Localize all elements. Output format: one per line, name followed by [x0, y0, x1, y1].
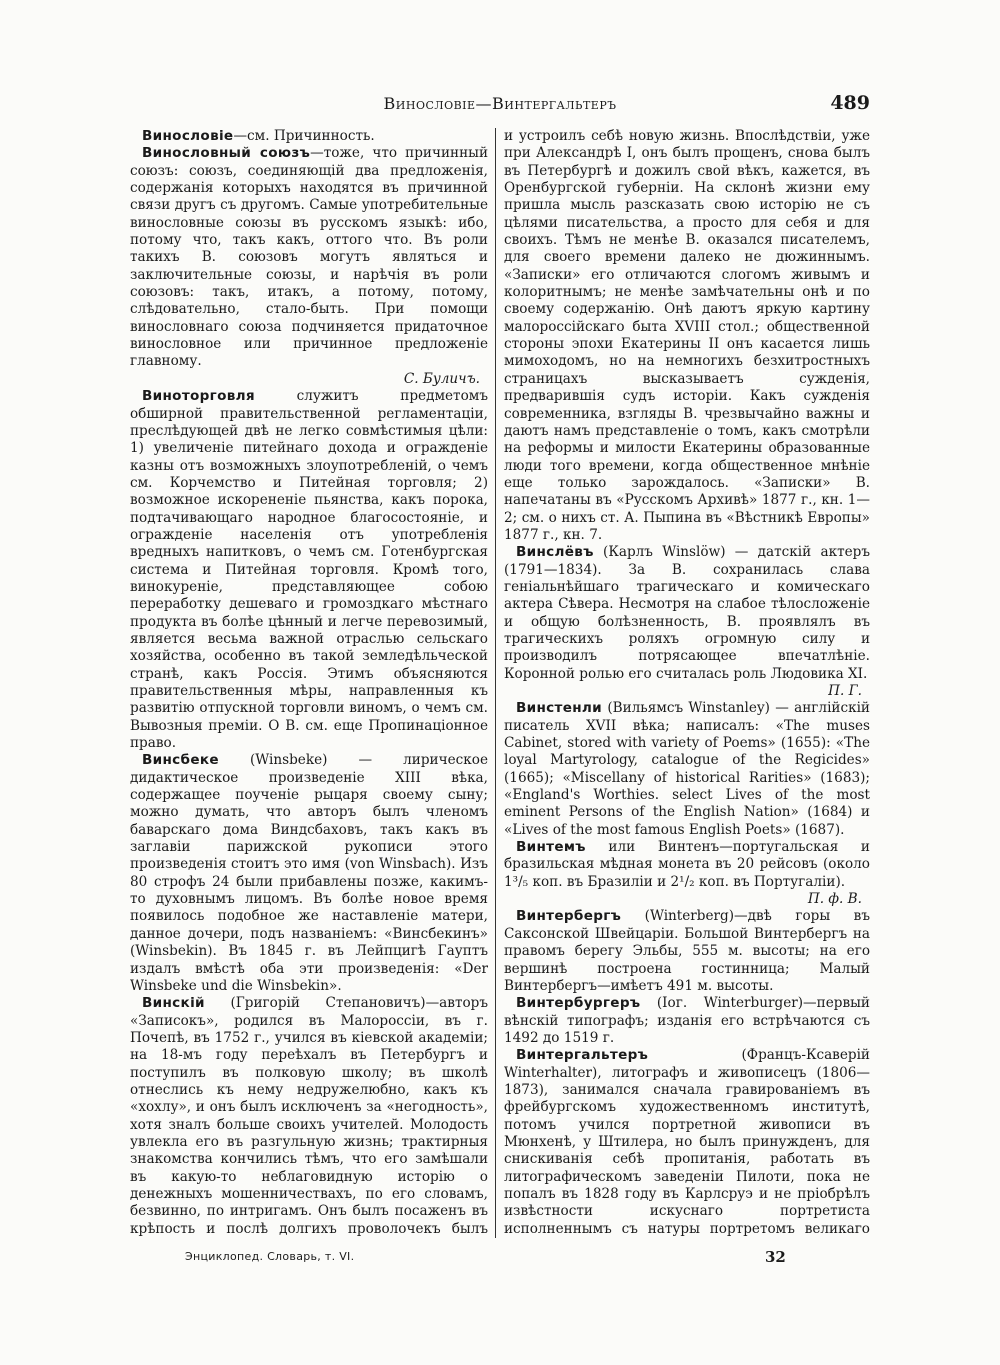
entry-text: (Карлъ Winslöw) — датскій актеръ (1791—1834). За В. сохранилась слава геніальнѣйшаго трагическаго и комическаго актера Сѣвера. Несмотря на слабое тѣлосложеніе и общую болѣзненность, В. проявлялъ въ трагическихъ роляхъ огромную силу и производилъ потрясающее впечатлѣніе. Коронной ролью его считалась роль Людовика XI. [504, 544, 870, 682]
entry-text: служитъ предметомъ обширной правительственной регламентаціи, преслѣдующей двѣ не легко совмѣстимыя цѣли: 1) увеличеніе питейнаго дохода и огражденіе казны отъ возможныхъ злоупотребленій, о чемъ см. Корчемство и Питейная торговля; 2) возможное искорененіе пьянства, какъ порока, подтачивающаго народное благосостояніе, и огражденіе населенія отъ употребленія вредныхъ напитковъ, о чемъ см. Готенбургская система и Питейная торговля. Кромѣ того, винокуреніе, представляющее собою переработку дешеваго и громоздкаго мѣстнаго продукта въ болѣе цѣнный и легче перевозимый, является весьма важной отраслью сельскаго хозяйства, особенно въ такой земледѣльческой странѣ, какъ Россія. Этимъ объясняются правительственныя мѣры, направленныя къ развитію отпускной торговли виномъ, о чемъ см. Вывозныя преміи. О В. см. еще Пропинаціонное право. [130, 388, 488, 752]
entry-vinsbeke [130, 752, 488, 995]
footer-signature-number: 32 [765, 1248, 786, 1266]
entry-vintem [504, 839, 870, 908]
footer-edition: Энциклопед. Словарь, т. VI. [185, 1250, 355, 1263]
entry-signature: П. ф. В. [807, 891, 862, 908]
entry-vinotorgovlya [130, 388, 488, 752]
running-title: Винословіе—Винтергальтеръ [383, 94, 617, 113]
entry-text: (Францъ-Ксаверій Winterhalter), литографъ и живописецъ (1806—1873), занимался сначала гравированіемъ въ фрейбургскомъ художественномъ институтѣ, потомъ учился портретной живописи въ Мюнхенѣ, у Штилера, но былъ принужденъ, для снискиванія себѣ пропитанія, работать въ литографическомъ заведеніи Пилоти, пока не попалъ въ 1828 году въ Карлсруэ и не пріобрѣлъ извѣстности искуснаго портретиста исполненнымъ съ натуры портретомъ великаго [504, 1047, 870, 1237]
entry-vinsky [130, 995, 488, 1238]
entry-vinoslovie [130, 128, 488, 145]
column-divider [495, 128, 496, 1238]
left-column [130, 128, 488, 1238]
entry-text: (Іог. Winterburger)—первый вѣнскій типографъ; изданія его встрѣчаются съ 1492 до 1519 г. [504, 995, 870, 1046]
entry-vinoslovny-soyuz [130, 145, 488, 388]
entry-headword: Винтемъ [516, 839, 586, 856]
entry-text: или Винтенъ—португальская и бразильская мѣдная монета въ 20 рейсовъ (около 1³/₅ коп. въ Бразиліи и 2¹/₂ коп. въ Португаліи). [504, 839, 870, 890]
entry-headword: Винтергальтеръ [516, 1047, 649, 1064]
entry-headword: Винтербергъ [516, 908, 622, 925]
entry-text: и устроилъ себѣ новую жизнь. Впослѣдствіи, уже при Александрѣ I, онъ былъ прощенъ, снова былъ въ Петербургѣ и дожилъ свой вѣкъ, кажется, въ Оренбургской губерніи. На склонѣ жизни ему пришла мысль разсказать свою исторію не съ цѣлями писательства, а просто для себя и для своихъ. Тѣмъ не менѣе В. оказался писателемъ, для своего времени далеко не дюжиннымъ. «Записки» его отличаются слогомъ живымъ и колоритнымъ; не менѣе замѣчательны онѣ и по своему содержанію. Онѣ даютъ яркую картину малороссійскаго быта XVIII стол.; общественной стороны эпохи Екатерины II онъ касается лишь мимоходомъ, но на немногихъ безхитростныхъ страницахъ высказываетъ сужденія, предварившія судъ исторіи. Какъ сужденія современника, взгляды В. чрезвычайно важны и даютъ намъ представленіе о томъ, какъ смотрѣли на реформы и милости Екатерины образованные люди того времени, когда общественное мнѣніе еще только зарождалось. «Записки» В. напечатаны въ «Русскомъ Архивѣ» 1877 г., кн. 1—2; см. о нихъ ст. А. Пыпина въ «Вѣстникѣ Европы» 1877 г., кн. 7. [504, 128, 870, 543]
entry-vinterburger [504, 995, 870, 1047]
entry-text: (Григорій Степановичъ)—авторъ «Записокъ», родился въ Малороссіи, въ г. Почепѣ, въ 1752 г., учился въ кіевской академіи; на 18-мъ году переѣхалъ въ Петербургъ и поступилъ въ полковую школу; въ школѣ отнеслись къ нему недружелюбно, какъ къ «хохлу», и онъ былъ исключенъ за «негодность», хотя зналъ больше своихъ учителей. Молодость увлекла его въ разгульную жизнь; трактирныя знакомства кончились тѣмъ, что его замѣшали въ какую-то неблаговидную исторію о денежныхъ мошенничествахъ, по его словамъ, безвинно, по интригамъ. Онъ былъ посаженъ въ крѣпость и послѣ долгихъ проволочекъ былъ [130, 995, 488, 1237]
entry-headword: Винословный союзъ [142, 145, 311, 162]
entry-vinterberg [504, 908, 870, 995]
entry-headword: Виноторговля [142, 388, 255, 405]
entry-vinslev [504, 544, 870, 700]
entry-headword: Винтербургеръ [516, 995, 641, 1012]
entry-text: (Вильямсъ Winstanley) — англійскій писатель XVII вѣка; написалъ: «The muses Cabinet, stored with variety of Poems» (1655): «The loyal Martyrology, catalogue of the Regicides» (1665); «Miscellany of historical Rarities» (1683); «England's Worthies. select Lives of the most eminent Persons of the English Nation» (1684) и «Lives of the most famous English Poets» (1687). [504, 700, 870, 838]
entry-headword: Винстенли [516, 700, 603, 717]
page-number: 489 [830, 92, 870, 114]
entry-signature: П. Г. [828, 683, 862, 699]
entry-text: (Winterberg)—двѣ горы въ Саксонской Швейцаріи. Большой Винтербергъ на правомъ берегу Эльбы, 555 м. высоты; на его вершинѣ построена гостинница; Малый Винтербергъ—имѣетъ 491 м. высоты. [504, 908, 870, 994]
right-column [504, 128, 870, 1238]
entry-signature: С. Буличъ. [403, 370, 480, 387]
entry-headword: Винскій [142, 995, 205, 1012]
entry-text: —тоже, что причинный союзъ: союзъ, соединяющій два предложенія, содержанія которыхъ находятся въ причинной связи другъ съ другомъ. Самые употребительные винословные союзы въ русскомъ языкѣ: ибо, потому что, такъ какъ, оттого что. Въ роли такихъ В. союзовъ могутъ являться и заключительные союзы, и нарѣчія въ роли союзовъ: такъ, итакъ, а потому, потому, слѣдовательно, стало-быть. При помощи винословнаго союза подчиняется придаточное винословное или причинное предложеніе главному. [130, 145, 488, 370]
entry-headword: Винословіе [142, 128, 234, 144]
page-header [130, 94, 870, 118]
entry-vinsky-continued [504, 128, 870, 544]
entry-headword: Винслёвъ [516, 544, 594, 561]
entry-text: —см. Причинность. [233, 128, 375, 144]
entry-text: (Winsbeke) — лирическое дидактическое произведеніе XIII вѣка, содержащее поученіе рыцаря своему сыну; можно думать, что авторъ былъ членомъ баварскаго дома Виндсбаховъ, такъ какъ въ заглавіи парижской рукописи этого произведенія стоитъ это имя (von Winsbach). Изъ 80 строфъ 24 были прибавлены позже, какимъ-то духовнымъ лицомъ. Въ болѣе новое время появилось подобное же наставленіе матери, данное дочери, подъ названіемъ: «Винсбекинъ» (Winsbekin). Въ 1845 г. въ Лейпцигѣ Гауптъ издалъ вмѣстѣ оба эти произведенія: «Der Winsbeke und die Winsbekin». [130, 752, 488, 994]
text-columns [130, 128, 870, 1238]
page-footer [130, 1250, 870, 1274]
entry-vinstenli [504, 700, 870, 839]
entry-headword: Винсбеке [142, 752, 219, 769]
entry-vintergalter [504, 1047, 870, 1238]
